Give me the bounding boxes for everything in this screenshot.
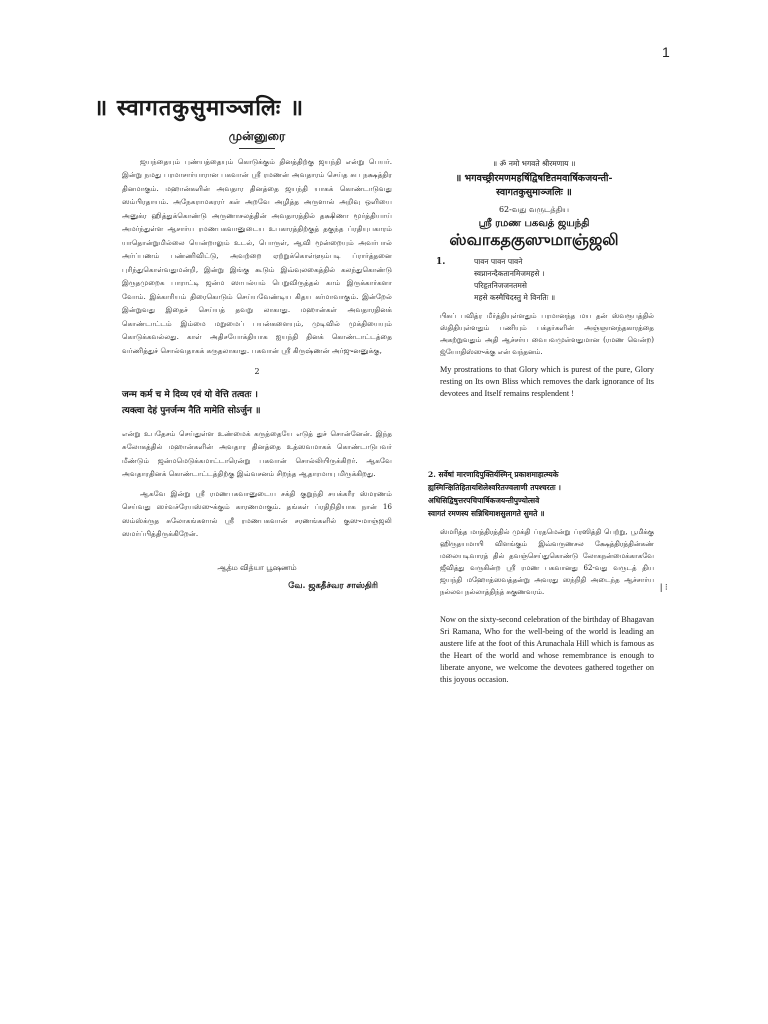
margin-mark: | ⁝ [660, 582, 668, 592]
verse-2-line-2: ह्यस्मिन्क्षितिहितायशिलेश्वरितज्वलाणी तपश्चरतः । [428, 483, 561, 492]
verse-2-english: Now on the sixty-second celebration of the birthday of Bhagavan Sri Ramana, Who for the well-being of the world is leading an austere life at the foot of this Arunachala Hill which is famous as the Heart of the world and whose remembrance is enough to liberate anyone, we welcome the devotees gathered together on this joyous occasion. [440, 615, 654, 684]
invocation: ॥ ॐ नमो भगवते श्रीरमणाय ॥ [492, 159, 576, 168]
preface-paragraph-2: என்று உபதேசம் செய்துள்ள உண்மைக் கருத்தையே எடுத் துச் சொன்னேன். இந்த சுலோகத்தில் மஹான்களின் அவதார தினத்தை உத்ஸவமாகக் கொண்டாடுபவர் மீண்டும் ஜன்மமெடுக்கமாட்டாரென்று பகவான் சொல்லியிருக்கிறர். ஆகவே அவதாரதினக் கொண்டாட்டத்திற்கு இவ்வசனம் சிறந்த ஆதாரமாயு மிருக்கிறது. [122, 428, 392, 478]
verse-2-line-3: अधिसिद्विषुत्तरपचिपार्षिकजयन्तीपुण्योत्सवे [428, 496, 540, 505]
page-number: 1 [662, 44, 670, 60]
author-title: ஆத்ம வித்யா பூஷணம் [217, 562, 297, 572]
sanskrit-header-line-1: ॥ भगवच्छ्रीरमणमहर्षिद्विषष्टितमवार्षिकजयन्ती- [455, 173, 613, 184]
subtitle: 62-வது வருடத்திய [498, 205, 570, 214]
verse-1-english: My prostrations to that Glory which is purest of the pure, Glory resting on Its own Bliss which removes the dark ignorance of Its devotees and Itself remains resplendent ! [440, 365, 654, 398]
preface-paragraph-1: ஜயந்தையும் புண்யத்தையும் கொடுக்கும் தினத்திற்கு ஜயந்தி என்று பெயர். இன்று நமது பரமாசார்யாரான பகவான் ஸ்ரீ ரமணன் அவதாரம் செய்த சுப நக்ஷத்திர தினமாகும். மஹான்களின் அவதார தினத்தை ஜயந்தி யாகக் கொண்டாடுவது ஸம்பிரதாயம். அநேகராமகரரர் கள் அறவே அழித்த அருளால் அறிவு ஒளியை அனுக்ர ஹித்துக்கொண்டு அருணாசலத்தின் அவதாரத்தில் தக்ஷிணா மூர்த்தியாய் அமர்ந்துள்ள ஆசார்ய ரமணபகவானுடைய உபகாரத்திற்குத் தகுந்த ப்ரதியுபகாரம் யாதொன்றுமில்லை யென்றாலும் உடல், பொருள், ஆவி மூன்றையும் அவர்பால் அர்ப்பணம் பண்ணிவிட்டு, அவற்றை ஏற்றுக்கொள்ளும்படி ப்ரார்த்தனை புரிந்துகொள்வதுமன்றி, இன்று இங்கு கூடும் இவ்வுலகைத்தில் கலந்துகொண்டு இருதமுறைக பாராட்டி ஜன்ம ஸாபல்யம் பெறுவிருத்தல் காம் இருக்கார்களா வோம். இக்காரியம் திரைகொடும் செய்யவேண்டிய கிதய கர்மாவாகும். இன்றேல் இன்றுவது இதைச் செய்யத் தவறு லாகாது. மஹான்கள் அவதாரதினக் கொண்டாட்டம் இம்மை மறுமைப் பயன்களையும், முடிவில் முக்தியையும் கொடுக்கவல்லது. காள் அதிசயோக்தியாக ஐயந்தி தினக் கொண்டாட்டத்தை வர்ணித்துச் சொல்வதாகக் கருதலாகாது. பகவான் ஸ்ரீ கிருஷ்ணன் அர்ஜுனனுக்கு, [122, 156, 392, 355]
verse-1-line-1: पावन पावन पावने [474, 257, 523, 266]
verse-1-lines [474, 256, 654, 304]
verse-1-line-2: स्वप्नानन्दैकतानमिजमहसे । [474, 269, 545, 278]
author-name: வே. ஜகதீச்வர சாஸ்திரி [288, 581, 378, 591]
verse-1-number: 1. [436, 257, 446, 267]
verse-1-line-3: परिहृतनिजजनतमसे [474, 281, 527, 290]
paragraph-number: 2 [254, 367, 260, 376]
gita-verse [122, 387, 392, 419]
page-title: ॥ स्वागतकुसुमाञ्जलिः ॥ [94, 95, 305, 121]
gita-verse-line-2: त्यक्त्वा देहं पुनर्जन्म नैति मामेति सोऽर्जुन ॥ [122, 405, 261, 416]
verse-2-line-1: 2. सर्वेषां मारणादिपुक्तिर्यस्मिन् प्रकाशमाहात्म्यके [428, 470, 559, 479]
verse-2-line-4: स्वागतं रमणस्य सन्निधिमाशसुलागते सुमते ॥ [428, 509, 545, 518]
verse-2 [428, 468, 654, 520]
verse-1 [414, 256, 654, 304]
left-column [122, 130, 392, 730]
preface-heading: முன்னுரை [228, 129, 286, 143]
gita-verse-line-1: जन्म कर्म च मे दिव्य एवं यो वेत्ति तत्वतः । [122, 389, 258, 400]
right-column [414, 158, 654, 778]
sanskrit-header-line-2: स्वागतकुसुमाञ्जलिः ॥ [496, 187, 572, 198]
preface-paragraph-3: ஆகவே இன்று ஸ்ரீ ரமணபகவானுடைய சக்தி குறுந்தி சயக்கரீர ஸ்மரணம் செய்வது ஸர்வச்ரேயஸ்ஸுக்கும் காரணமாகும். தங்கள் ப்ரதிநிதியாக நான் 16 ஸம்ஸ்க்ருத சுலோகங்களால் ஸ்ரீ ரமணபகவான் சரணங்களில் குஸுமாஞ்ஜலி ஸமர்ப்பித்திருக்கிறேன். [122, 488, 392, 538]
verse-1-tamil: பிசுப் பவித்ர மீர்த்தியுள்ளதும் பரமானந்த மய தன் ஸ்வரூபத்தில் ஸ்திதியுள்ளதும் பணியும் பக்தர்களின் அஞ்ஞானந்தகாரத்தை அகற்றுவதும் அதி ஆச்சர்ய வைபவமுள்ளதுமான (ரமண வென்ற) ஜ்யோதிஸ்ஸுக்கு என் வந்தனம். [440, 312, 654, 356]
verse-2-tamil: ஸ்மரித்த மாத்திரத்தில் முக்தி ப்ரதமென்று ப்ரஸித்தி பெற்று, பூமிக்கு ஹிருதயமாயி விளங்கும் இவ்வருணசல க்ஷேத்திரத்தின்கண் மலையடிவாரத் தில் தவஞ்செய்துகொண்டு லோகநன்மைக்காகவே ஜீவித்து வருகின்ற ஸ்ரீ ரமண பகவானது 62-வது வருடத் திய ஜயந்தி மஹோத்ஸவத்தன்று அவரது ஸந்நிதி அடைந்த ஆச்சார்ய நல்லவ நல்லாத்திந்த் சுகுணவரம். [440, 528, 654, 596]
verse-1-line-4: महसे कस्मैचिदस्तु मे विनतिः ॥ [474, 293, 556, 302]
tamil-title: ஸ்ரீ ரமண பகவத் ஜயந்தி [478, 218, 590, 229]
author-block [122, 561, 392, 594]
heading-divider [239, 148, 275, 149]
tamil-main-title: ஸ்வாகதகுஸுமாஞ்ஜலி [449, 230, 619, 249]
